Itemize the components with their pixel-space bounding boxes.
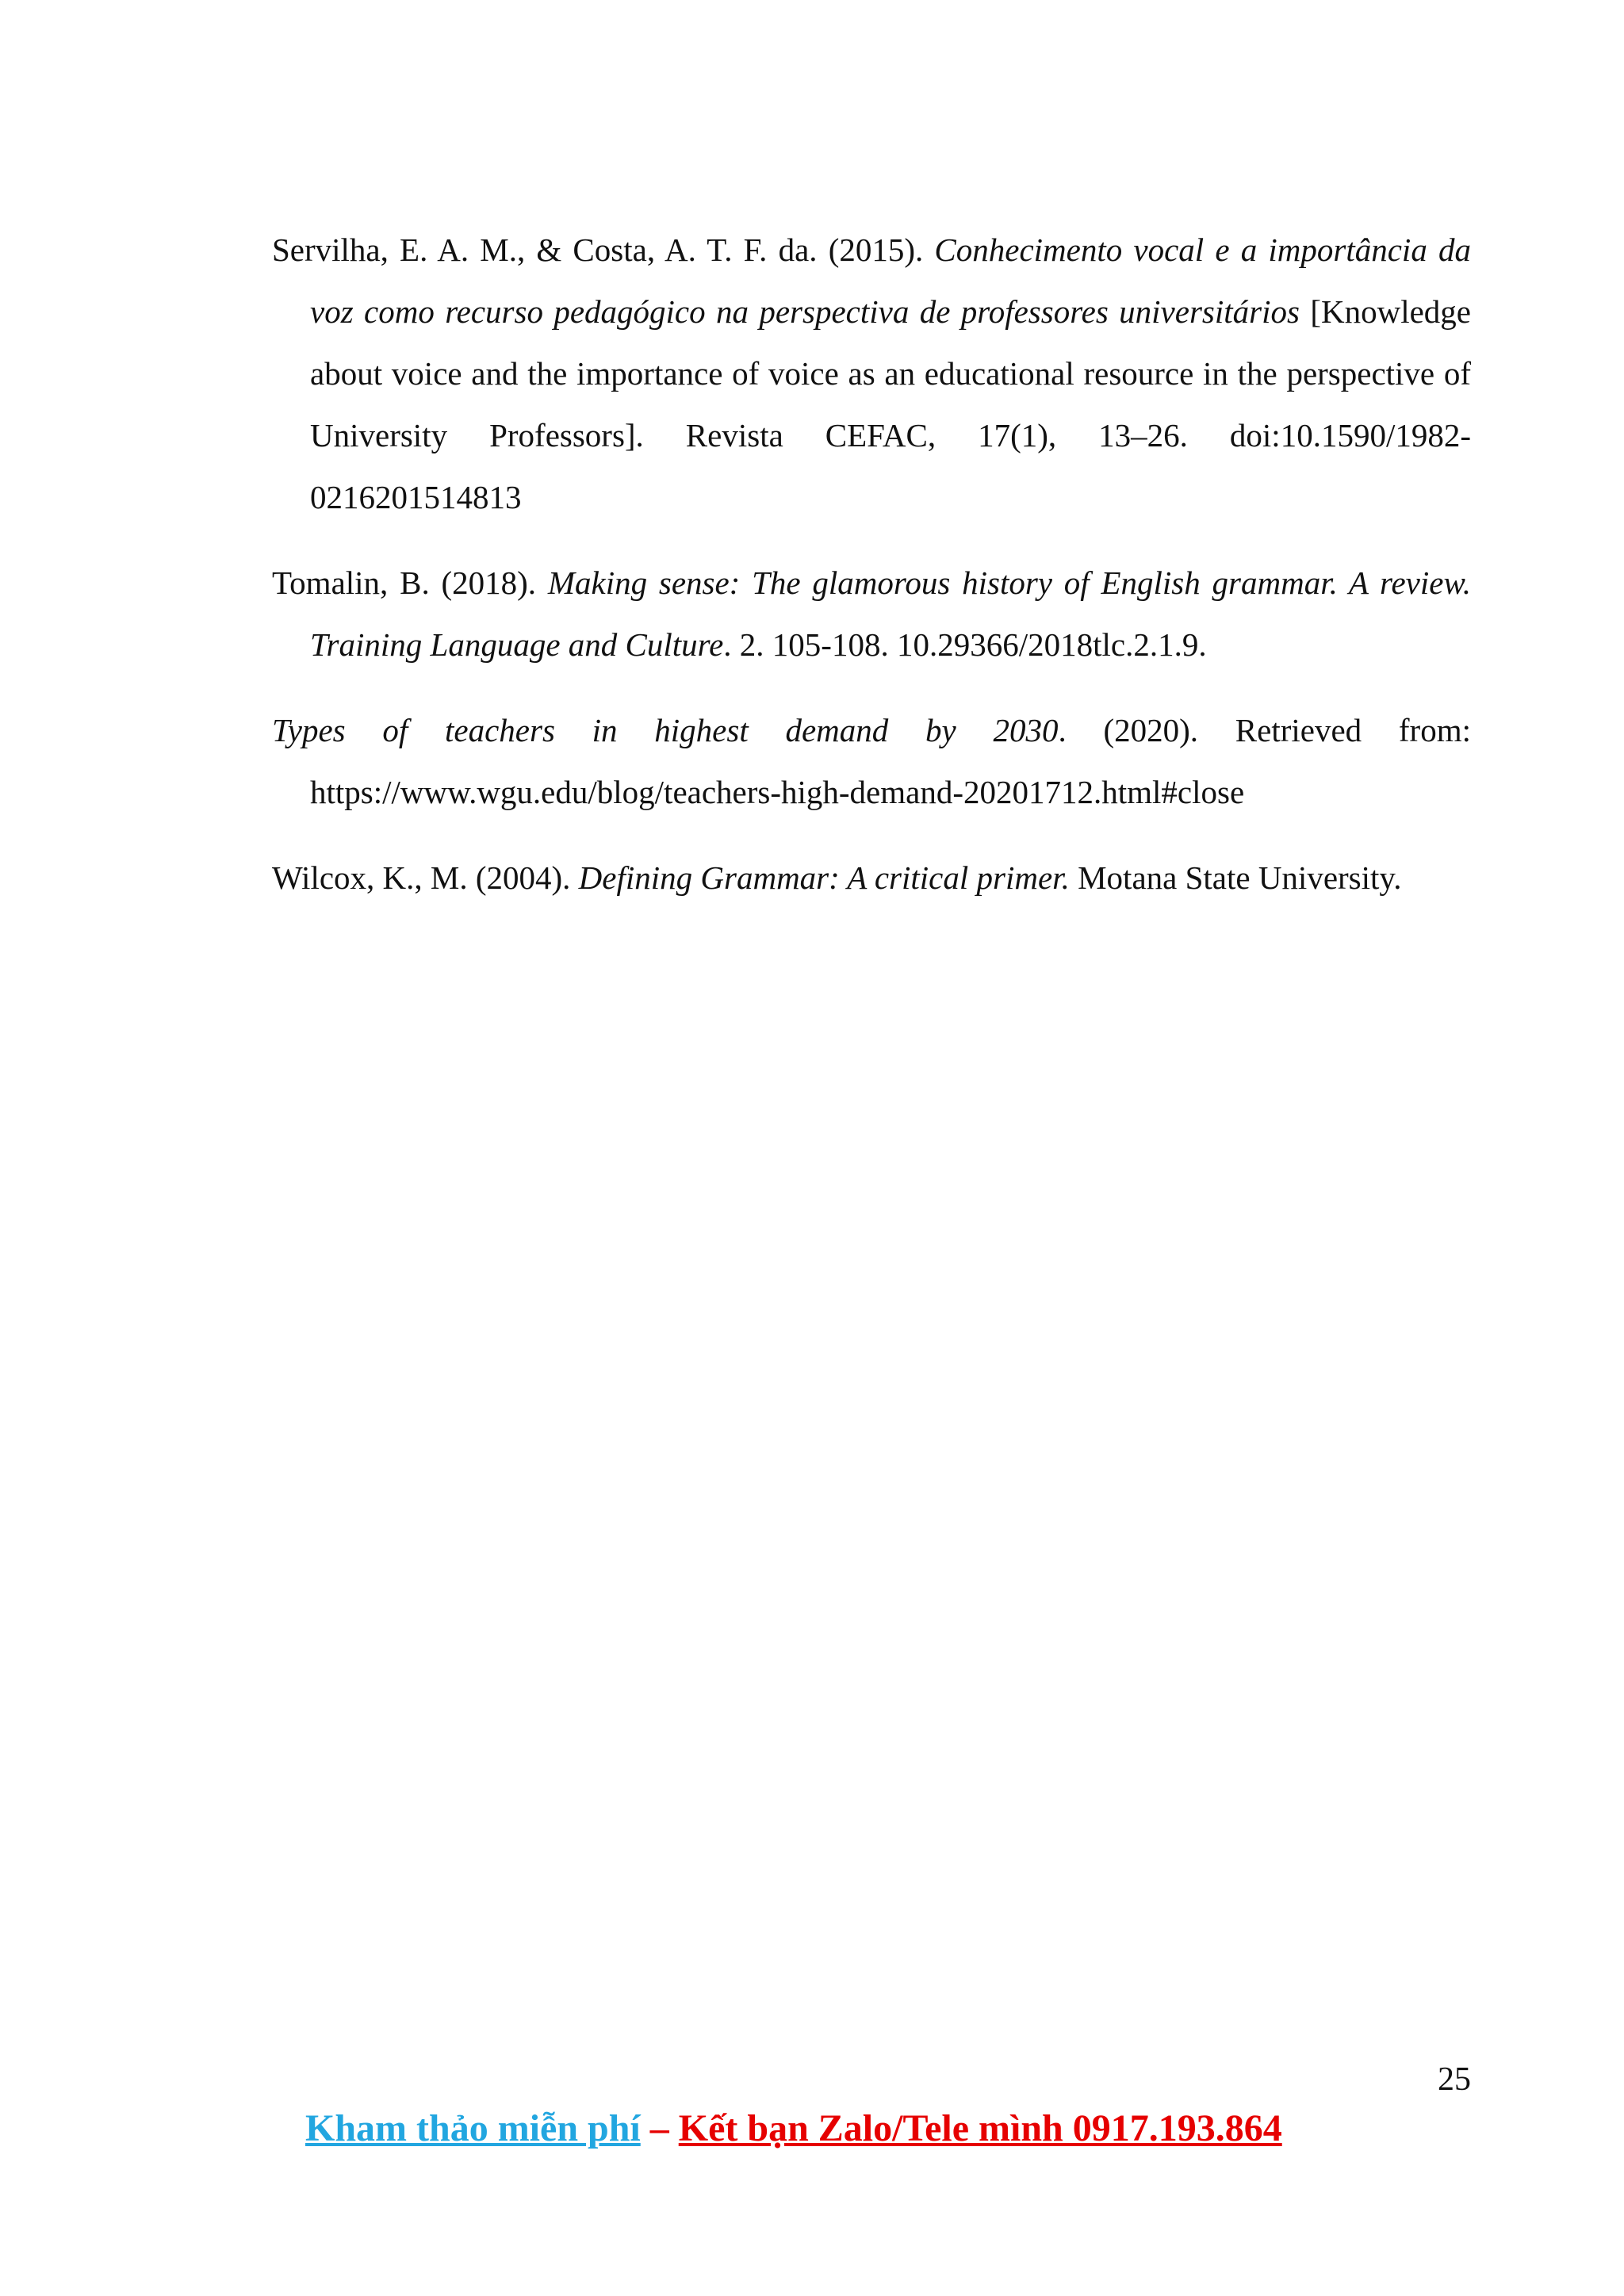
free-download-link[interactable]: Kham thảo miễn phí <box>305 2107 641 2149</box>
reference-servilha <box>272 219 1471 528</box>
reference-details: Motana State University. <box>1069 859 1402 896</box>
reference-details: . (2020). Retrieved from: https://www.wgu.edu/blog/teachers-high-demand-20201712.html#close <box>310 712 1471 810</box>
reference-details: [Knowledge about voice and the importance of voice as an educational resource in the perspective of University Professors]. Revista CEFAC, 17(1), 13–26. doi:10.1590/1982-0216201514813 <box>310 293 1471 515</box>
footer-banner <box>305 2105 1282 2152</box>
reference-title: Defining Grammar: A critical primer. <box>578 859 1070 896</box>
reference-types-of-teachers <box>272 699 1471 823</box>
reference-tomalin <box>272 552 1471 675</box>
reference-title: Types of teachers in highest demand by 2030 <box>272 712 1059 748</box>
reference-title: Conhecimento vocal e a importância da voz como recurso pedagógico na perspectiva de professores universitários <box>310 232 1471 330</box>
footer-separator: – <box>640 2107 679 2149</box>
reference-list <box>272 219 1471 932</box>
reference-wilcox <box>272 847 1471 909</box>
contact-link[interactable]: Kết bạn Zalo/Tele mình 0917.193.864 <box>678 2107 1282 2149</box>
reference-authors: Tomalin, B. (2018). <box>272 564 548 601</box>
reference-details: . 2. 105-108. 10.29366/2018tlc.2.1.9. <box>723 626 1207 663</box>
reference-authors: Servilha, E. A. M., & Costa, A. T. F. da. (2015). <box>272 232 935 268</box>
page-number: 25 <box>1438 2061 1471 2098</box>
reference-title: Making sense: The glamorous history of English grammar. A review. Training Language and Culture <box>310 564 1471 663</box>
reference-authors: Wilcox, K., M. (2004). <box>272 859 579 896</box>
